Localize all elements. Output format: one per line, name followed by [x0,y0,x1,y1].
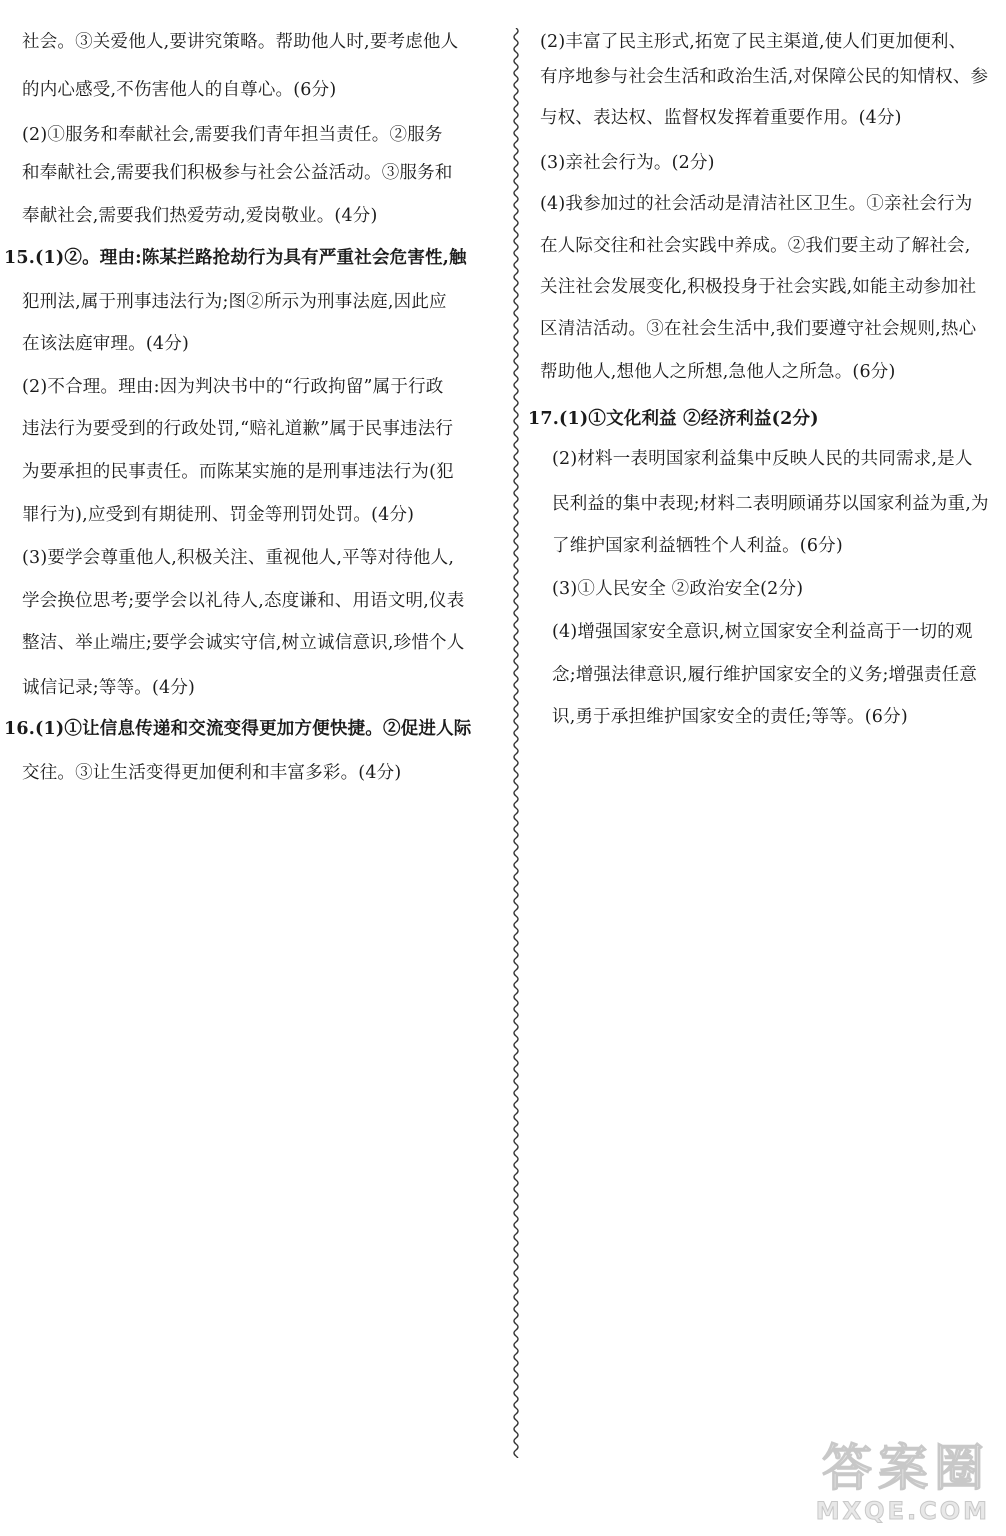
text-line: 罪行为),应受到有期徒刑、罚金等刑罚处罚。(4分) [22,505,415,525]
text-line: (3)亲社会行为。(2分) [540,153,715,173]
text-line: 帮助他人,想他人之所想,急他人之所急。(6分) [540,362,896,382]
text-line: 和奉献社会,需要我们积极参与社会公益活动。③服务和 [22,163,453,183]
text-line: 社会。③关爱他人,要讲究策略。帮助他人时,要考虑他人 [22,32,459,52]
watermark-bottom-text: MXQE.COM [815,1497,990,1525]
question-17-line: 17.(1)①文化利益 ②经济利益(2分) [528,409,819,429]
question-16-line: 16.(1)①让信息传递和交流变得更加方便快捷。②促进人际 [4,719,472,739]
text-line: 整洁、举止端庄;要学会诚实守信,树立诚信意识,珍惜个人 [22,633,465,653]
text-line: 学会换位思考;要学会以礼待人,态度谦和、用语文明,仪表 [22,591,465,611]
text-line: 奉献社会,需要我们热爱劳动,爱岗敬业。(4分) [22,206,378,226]
text-line: (2)①服务和奉献社会,需要我们青年担当责任。②服务 [22,125,443,145]
text-line: 关注社会发展变化,积极投身于社会实践,如能主动参加社 [540,277,977,297]
text-line: (2)丰富了民主形式,拓宽了民主渠道,使人们更加便利、 [540,32,967,52]
text-line: (3)①人民安全 ②政治安全(2分) [552,579,804,599]
text-line: 诚信记录;等等。(4分) [22,678,196,698]
text-line: 有序地参与社会生活和政治生活,对保障公民的知情权、参 [540,67,989,87]
text-line: 为要承担的民事责任。而陈某实施的是刑事违法行为(犯 [22,462,454,482]
column-divider-wavy [508,28,524,1458]
text-line: 识,勇于承担维护国家安全的责任;等等。(6分) [552,707,908,727]
text-line: 念;增强法律意识,履行维护国家安全的义务;增强责任意 [552,665,978,685]
text-line: 区清洁活动。③在社会生活中,我们要遵守社会规则,热心 [540,319,977,339]
watermark-logo [800,1440,996,1530]
text-line: 与权、表达权、监督权发挥着重要作用。(4分) [540,108,902,128]
text-line: 的内心感受,不伤害他人的自尊心。(6分) [22,80,337,100]
text-line: 民利益的集中表现;材料二表明顾诵芬以国家利益为重,为 [552,494,989,514]
text-line: (4)我参加过的社会活动是清洁社区卫生。①亲社会行为 [540,194,973,214]
text-line: (4)增强国家安全意识,树立国家安全利益高于一切的观 [552,622,973,642]
text-line: 违法行为要受到的行政处罚,“赔礼道歉”属于民事违法行 [22,419,454,439]
text-line: 犯刑法,属于刑事违法行为;图②所示为刑事法庭,因此应 [22,292,447,312]
text-line: 在人际交往和社会实践中养成。②我们要主动了解社会, [540,236,971,256]
text-line: 交往。③让生活变得更加便利和丰富多彩。(4分) [22,763,402,783]
text-line: 在该法庭审理。(4分) [22,334,189,354]
text-line: 了维护国家利益牺牲个人利益。(6分) [552,536,843,556]
watermark-top-text: 答案圈 [822,1439,990,1497]
text-line: (2)材料一表明国家利益集中反映人民的共同需求,是人 [552,449,973,469]
question-15-line: 15.(1)②。理由:陈某拦路抢劫行为具有严重社会危害性,触 [4,248,467,268]
text-line: (2)不合理。理由:因为判决书中的“行政拘留”属于行政 [22,377,444,397]
text-line: (3)要学会尊重他人,积极关注、重视他人,平等对待他人, [22,548,455,568]
